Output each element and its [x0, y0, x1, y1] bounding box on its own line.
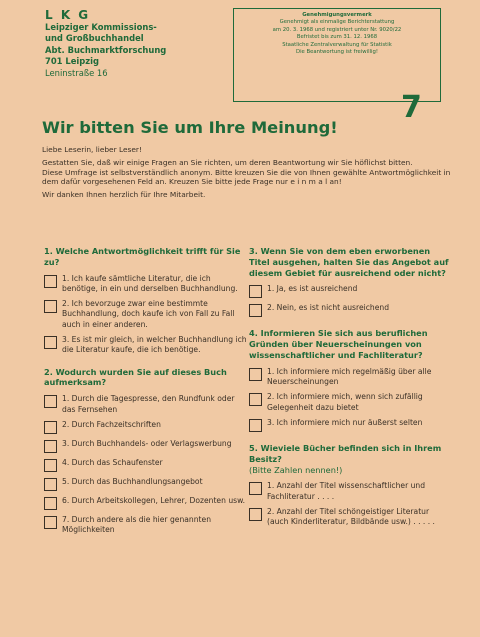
option-label: 2. Ich informiere mich, wenn sich zufällig Gelegenheit dazu bietet — [267, 392, 423, 412]
checkbox[interactable] — [249, 285, 262, 298]
question-4: 4. Informieren Sie sich aus beruflichen Gründen über Neuerscheinungen von wissenschaftlicher und Fachliteratur? — [249, 328, 428, 360]
checkbox[interactable] — [44, 395, 57, 408]
checkbox[interactable] — [44, 275, 57, 288]
form-number: 7 — [401, 90, 422, 125]
greeting: Liebe Leserin, lieber Leser! — [42, 145, 142, 154]
question-2: 2. Wodurch wurden Sie auf dieses Buch aufmerksam? — [44, 366, 227, 388]
question-5-hint: (Bitte Zahlen nennen!) — [249, 464, 343, 475]
q2-option-6[interactable] — [44, 496, 249, 510]
field-label: 1. Anzahl der Titel wissenschaftlicher und Fachliteratur . . . . — [267, 481, 426, 501]
org-short-name: L K G — [45, 8, 91, 22]
option-label: 6. Durch Arbeitskollegen, Lehrer, Dozenten usw. — [62, 495, 246, 505]
field-label: 2. Anzahl der Titel schöngeistiger Literatur (auch Kinderliteratur, Bildbände usw.) . . . . . — [267, 506, 435, 527]
q5-field-2[interactable] — [249, 507, 451, 528]
q5-field-1[interactable] — [249, 481, 451, 502]
entry-box[interactable] — [249, 508, 262, 521]
checkbox[interactable] — [249, 304, 262, 317]
checkbox[interactable] — [249, 393, 262, 406]
option-label: 3. Durch Buchhandels- oder Verlagswerbung — [62, 438, 232, 448]
option-label: 1. Ich informiere mich regelmäßig über alle Neuerscheinungen — [267, 366, 432, 387]
stamp-line-5: Die Beantwortung ist freiwillig! — [295, 49, 378, 56]
q3-option-1[interactable] — [249, 284, 451, 298]
intro-text — [42, 145, 462, 203]
question-3: 3. Wenn Sie von dem eben erworbenen Titel ausgehen, halten Sie das Angebot auf diesem Gebiet für ausreichend oder nicht? — [249, 246, 449, 278]
checkbox[interactable] — [44, 497, 57, 510]
q1-option-2[interactable] — [44, 299, 249, 330]
option-label: 3. Es ist mir gleich, in welcher Buchhandlung ich die Literatur kaufe, die ich benötige. — [62, 335, 247, 355]
question-5 — [249, 443, 451, 475]
thanks-text: Wir danken Ihnen herzlich für Ihre Mitarbeit. — [42, 190, 206, 200]
option-label: 7. Durch andere als die hier genannten Möglichkeiten — [62, 514, 212, 535]
stamp-title: Genehmigungsvermerk — [302, 12, 372, 18]
intro-paragraph-2: Diese Umfrage ist selbstverständlich anonym. Bitte kreuzen Sie die von Ihnen gewählte Antwortmöglichkeit in dem dafür vorgesehenen Feld an. Kreuzen Sie bitte jede Frage nur e i n m a l an! — [42, 167, 451, 187]
org-city: 701 Leipzig — [45, 56, 100, 66]
q2-option-4[interactable] — [44, 458, 249, 472]
q2-option-2[interactable] — [44, 420, 249, 434]
option-label: 2. Durch Fachzeitschriften — [62, 419, 161, 429]
left-column — [44, 246, 249, 540]
q2-option-1[interactable] — [44, 394, 249, 415]
option-label: 4. Durch das Schaufenster — [62, 457, 163, 467]
checkbox[interactable] — [44, 336, 57, 349]
organization-header — [45, 10, 166, 79]
checkbox[interactable] — [44, 478, 57, 491]
option-label: 1. Ja, es ist ausreichend — [267, 284, 358, 294]
checkbox[interactable] — [44, 440, 57, 453]
approval-stamp — [233, 8, 441, 102]
org-name-line1: Leipziger Kommissions- — [45, 21, 157, 32]
org-name-line2: und Großbuchhandel — [45, 33, 144, 43]
q2-option-3[interactable] — [44, 439, 249, 453]
intro-paragraph-1: Gestatten Sie, daß wir einige Fragen an Sie richten, um deren Beantwortung wir Sie höflichst bitten. — [42, 157, 413, 167]
q2-option-7[interactable] — [44, 515, 249, 536]
checkbox[interactable] — [44, 421, 57, 434]
stamp-line-2: am 20. 3. 1968 und registriert unter Nr. 9020/22 — [272, 26, 402, 33]
q1-option-1[interactable] — [44, 274, 249, 295]
stamp-line-1: Genehmigt als einmalige Berichterstattung — [279, 19, 395, 26]
checkbox[interactable] — [44, 300, 57, 313]
checkbox[interactable] — [44, 516, 57, 529]
option-label: 2. Nein, es ist nicht ausreichend — [267, 303, 390, 313]
page-title: Wir bitten Sie um Ihre Meinung! — [42, 118, 338, 137]
q2-option-5[interactable] — [44, 477, 249, 491]
question-5-text: 5. Wieviele Bücher befinden sich in Ihrem Besitz? — [249, 442, 442, 464]
question-1: 1. Welche Antwortmöglichkeit trifft für Sie zu? — [44, 246, 241, 267]
stamp-line-4: Staatliche Zentralverwaltung für Statistik — [282, 41, 392, 48]
q4-option-1[interactable] — [249, 367, 451, 388]
q4-option-2[interactable] — [249, 392, 451, 413]
entry-box[interactable] — [249, 482, 262, 495]
stamp-line-3: Befristet bis zum 31. 12. 1968 — [296, 34, 378, 41]
option-label: 5. Durch das Buchhandlungsangebot — [62, 476, 203, 486]
checkbox[interactable] — [44, 459, 57, 472]
option-label: 3. Ich informiere mich nur äußerst selten — [267, 417, 423, 427]
right-column — [249, 246, 451, 533]
q4-option-3[interactable] — [249, 418, 451, 432]
option-label: 1. Durch die Tagespresse, den Rundfunk oder das Fernsehen — [62, 394, 235, 414]
org-street: Leninstraße 16 — [45, 67, 108, 78]
option-label: 2. Ich bevorzuge zwar eine bestimmte Buchhandlung, doch kaufe ich von Fall zu Fall auch in einer anderen. — [62, 299, 235, 329]
option-label: 1. Ich kaufe sämtliche Literatur, die ich benötige, in ein und derselben Buchhandlung. — [62, 273, 238, 293]
q3-option-2[interactable] — [249, 303, 451, 317]
checkbox[interactable] — [249, 419, 262, 432]
q1-option-3[interactable] — [44, 335, 249, 356]
org-department: Abt. Buchmarktforschung — [45, 44, 167, 55]
checkbox[interactable] — [249, 368, 262, 381]
